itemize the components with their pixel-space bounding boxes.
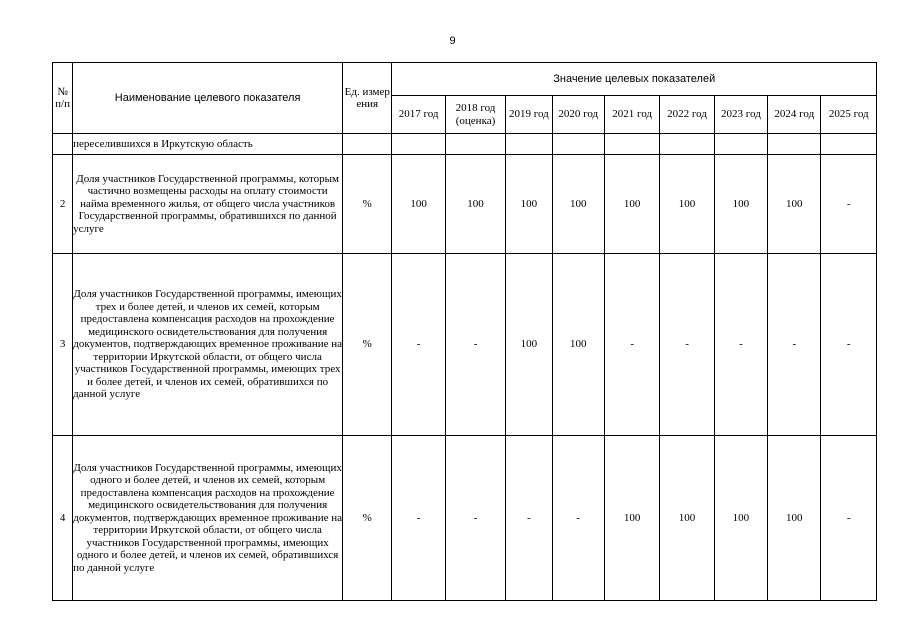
cell-value-2018: - [445, 254, 505, 436]
cell-value-2017: - [392, 254, 445, 436]
cell-value-2020: - [552, 436, 604, 601]
cell-value-2023: - [714, 254, 767, 436]
target-indicators-table [52, 62, 877, 601]
header-no: № п/п [53, 63, 73, 134]
header-indicator-name: Наименование целевого показателя [73, 63, 343, 134]
header-values-group: Значение целевых показателей [392, 63, 877, 96]
cell-value [604, 134, 659, 155]
cell-no: 3 [53, 254, 73, 436]
cell-value-2025: - [821, 155, 877, 254]
cell-value-2021: 100 [604, 436, 659, 601]
cell-value-2019: 100 [506, 155, 552, 254]
cell-value-2023: 100 [714, 436, 767, 601]
cell-value [714, 134, 767, 155]
header-unit: Ед. измер ения [343, 63, 392, 134]
cell-no [53, 134, 73, 155]
table-row [53, 155, 877, 254]
cell-value-2018: 100 [445, 155, 505, 254]
header-year-2025: 2025 год [821, 96, 877, 134]
cell-indicator-name: переселившихся в Иркутскую область [73, 134, 343, 155]
header-year-2022: 2022 год [660, 96, 714, 134]
cell-value-2024: 100 [768, 155, 821, 254]
header-year-2023: 2023 год [714, 96, 767, 134]
header-year-2021: 2021 год [604, 96, 659, 134]
cell-indicator-name: Доля участников Государственной программы, имеющих одного и более детей, и членов их семей, которым предоставлена компенсация расходов на прохождение медицинского освидетельствования для получения документов, подтверждающих временное проживание на территории Иркутской области, от общего числа участников Государственной программы, имеющих одного и более детей, и членов их семей, обратившихся по данной услуге [73, 436, 343, 601]
cell-value [768, 134, 821, 155]
header-row-top [53, 63, 877, 96]
page-number: 9 [449, 35, 456, 47]
cell-no: 2 [53, 155, 73, 254]
cell-value-2018: - [445, 436, 505, 601]
table-row-continuation [53, 134, 877, 155]
header-year-2020: 2020 год [552, 96, 604, 134]
cell-value [552, 134, 604, 155]
cell-value-2021: 100 [604, 155, 659, 254]
cell-value-2025: - [821, 254, 877, 436]
cell-value [445, 134, 505, 155]
cell-value-2019: - [506, 436, 552, 601]
cell-value-2023: 100 [714, 155, 767, 254]
cell-value [392, 134, 445, 155]
cell-value [660, 134, 714, 155]
cell-no: 4 [53, 436, 73, 601]
cell-value-2022: 100 [660, 155, 714, 254]
cell-indicator-name: Доля участников Государственной программы, которым частично возмещены расходы на оплату стоимости найма временного жилья, от общего числа участников Государственной программы, обратившихся по данной услуге [73, 155, 343, 254]
table-row [53, 436, 877, 601]
cell-value-2017: 100 [392, 155, 445, 254]
table-row [53, 254, 877, 436]
header-year-2019: 2019 год [506, 96, 552, 134]
cell-value-2020: 100 [552, 254, 604, 436]
cell-unit: % [343, 254, 392, 436]
cell-value-2024: - [768, 254, 821, 436]
header-year-2017: 2017 год [392, 96, 445, 134]
cell-value [506, 134, 552, 155]
header-year-2018: 2018 год (оценка) [445, 96, 505, 134]
cell-value-2019: 100 [506, 254, 552, 436]
cell-value-2022: - [660, 254, 714, 436]
cell-value-2017: - [392, 436, 445, 601]
cell-value-2022: 100 [660, 436, 714, 601]
cell-unit: % [343, 155, 392, 254]
cell-value-2024: 100 [768, 436, 821, 601]
cell-value-2025: - [821, 436, 877, 601]
cell-unit: % [343, 436, 392, 601]
cell-value-2020: 100 [552, 155, 604, 254]
header-year-2024: 2024 год [768, 96, 821, 134]
cell-unit [343, 134, 392, 155]
cell-value-2021: - [604, 254, 659, 436]
cell-value [821, 134, 877, 155]
cell-indicator-name: Доля участников Государственной программы, имеющих трех и более детей, и членов их семей, которым предоставлена компенсация расходов на прохождение медицинского освидетельствования для получения документов, подтверждающих временное проживание на территории Иркутской области, от общего числа участников Государственной программы, имеющих трех и более детей, и членов их семей, обратившихся по данной услуге [73, 254, 343, 436]
